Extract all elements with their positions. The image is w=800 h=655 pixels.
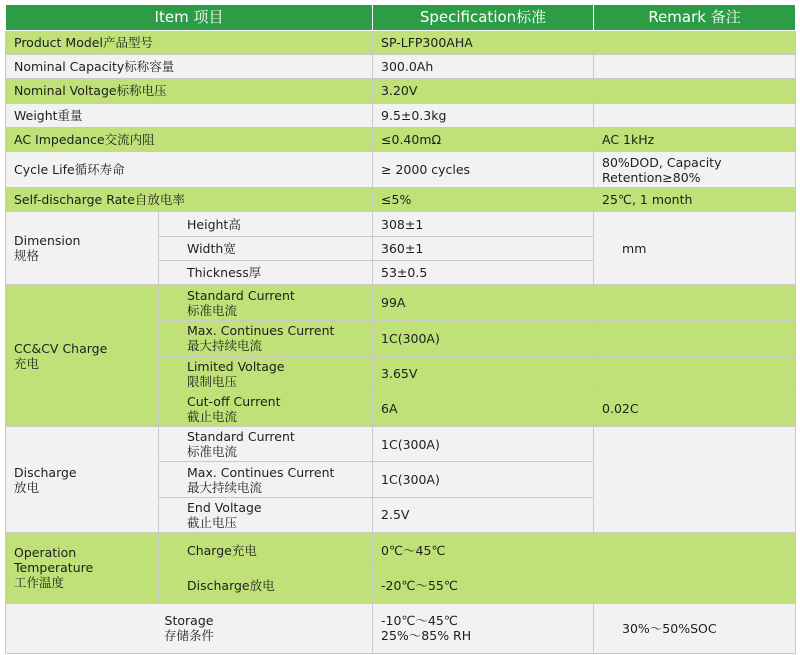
- nominal-voltage-remark: [594, 79, 796, 103]
- dimension-width-spec: 360±1: [373, 236, 594, 260]
- dimension-remark: mm: [594, 212, 796, 285]
- charge-group-label: [6, 284, 159, 426]
- weight-spec: 9.5±0.3kg: [373, 103, 594, 127]
- charge-cutoff-current-remark: 0.02C: [594, 391, 796, 426]
- storage-spec-line2: 25%～85% RH: [381, 628, 472, 644]
- charge-standard-current-en: Standard Current: [187, 287, 295, 303]
- operation-temperature-remark: [594, 532, 796, 603]
- charge-standard-current-remark: [594, 284, 796, 320]
- charge-limited-voltage-en: Limited Voltage: [187, 358, 285, 374]
- discharge-label-en: Discharge: [14, 464, 77, 480]
- discharge-group-label: [6, 427, 159, 533]
- charge-max-current-cn: 最大持续电流: [187, 338, 263, 354]
- operation-temp-charge-spec: 0℃～45℃: [373, 532, 594, 567]
- charge-label-cn: 充电: [14, 355, 40, 371]
- row-cycle-life: [6, 151, 796, 187]
- storage-remark: 30%～50%SOC: [594, 603, 796, 654]
- charge-limited-voltage-label: [159, 356, 373, 391]
- charge-max-current-spec: 1C(300A): [373, 321, 594, 356]
- self-discharge-spec: ≤5%: [373, 188, 594, 212]
- ac-impedance-spec: ≤0.40mΩ: [373, 127, 594, 151]
- charge-cutoff-current-cn: 截止电流: [187, 408, 238, 424]
- dimension-width-label: Width宽: [159, 236, 373, 260]
- header-item: Item 项目: [6, 5, 373, 31]
- row-product-model: [6, 31, 796, 55]
- discharge-standard-current-label: [159, 427, 373, 462]
- charge-standard-current-spec: 99A: [373, 284, 594, 320]
- charge-limited-voltage-spec: 3.65V: [373, 356, 594, 391]
- dimension-thickness-label: Thickness厚: [159, 260, 373, 284]
- charge-label-en: CC&CV Charge: [14, 340, 108, 356]
- cycle-life-spec: ≥ 2000 cycles: [373, 151, 594, 187]
- weight-label: Weight重量: [6, 103, 373, 127]
- row-ac-impedance: [6, 127, 796, 151]
- charge-limited-voltage-cn: 限制电压: [187, 373, 238, 389]
- product-model-remark: [594, 31, 796, 55]
- nominal-voltage-spec: 3.20V: [373, 79, 594, 103]
- header-row: [6, 5, 796, 31]
- operation-temperature-line2: Temperature: [14, 560, 94, 576]
- row-storage: [6, 603, 796, 654]
- operation-temperature-line3: 工作温度: [14, 575, 65, 591]
- dimension-label-en: Dimension: [14, 233, 81, 249]
- discharge-end-voltage-label: [159, 497, 373, 532]
- discharge-standard-current-spec: 1C(300A): [373, 427, 594, 462]
- discharge-max-current-label: [159, 462, 373, 497]
- operation-temperature-group-label: [6, 532, 159, 603]
- cycle-life-remark: [594, 151, 796, 187]
- charge-max-current-label: [159, 321, 373, 356]
- self-discharge-remark: 25℃, 1 month: [594, 188, 796, 212]
- charge-cutoff-current-en: Cut-off Current: [187, 393, 281, 409]
- weight-remark: [594, 103, 796, 127]
- discharge-end-voltage-spec: 2.5V: [373, 497, 594, 532]
- product-model-label: Product Model产品型号: [6, 31, 373, 55]
- ac-impedance-remark: AC 1kHz: [594, 127, 796, 151]
- header-specification: Specification标准: [373, 5, 594, 31]
- specification-table: [5, 4, 796, 654]
- charge-cutoff-current-spec: 6A: [373, 391, 594, 426]
- operation-temperature-line1: Operation: [14, 545, 77, 561]
- charge-standard-current-cn: 标准电流: [187, 302, 238, 318]
- self-discharge-label: Self-discharge Rate自放电率: [6, 188, 373, 212]
- operation-temp-charge-label: Charge充电: [159, 532, 373, 567]
- nominal-voltage-label: Nominal Voltage标称电压: [6, 79, 373, 103]
- row-weight: [6, 103, 796, 127]
- cycle-life-label: Cycle Life循环寿命: [6, 151, 373, 187]
- row-charge-standard-current: [6, 284, 796, 320]
- charge-max-current-en: Max. Continues Current: [187, 323, 335, 339]
- storage-spec-line1: -10℃～45℃: [381, 613, 458, 629]
- row-nominal-capacity: [6, 55, 796, 79]
- storage-label: [6, 603, 373, 654]
- dimension-height-label: Height高: [159, 212, 373, 236]
- discharge-max-current-en: Max. Continues Current: [187, 464, 335, 480]
- nominal-capacity-spec: 300.0Ah: [373, 55, 594, 79]
- discharge-max-current-cn: 最大持续电流: [187, 479, 263, 495]
- charge-cutoff-current-label: [159, 391, 373, 426]
- discharge-standard-current-cn: 标准电流: [187, 444, 238, 460]
- nominal-capacity-remark: [594, 55, 796, 79]
- cycle-life-remark-line2: Retention≥80%: [602, 169, 701, 185]
- dimension-label-cn: 规格: [14, 248, 40, 264]
- dimension-height-spec: 308±1: [373, 212, 594, 236]
- charge-limited-voltage-remark: [594, 356, 796, 391]
- storage-label-cn: 存储条件: [164, 628, 215, 644]
- charge-standard-current-label: [159, 284, 373, 320]
- row-nominal-voltage: [6, 79, 796, 103]
- header-remark: Remark 备注: [594, 5, 796, 31]
- row-dimension-height: [6, 212, 796, 236]
- product-model-spec: SP-LFP300AHA: [373, 31, 594, 55]
- dimension-thickness-spec: 53±0.5: [373, 260, 594, 284]
- charge-max-current-remark: [594, 321, 796, 356]
- discharge-max-current-spec: 1C(300A): [373, 462, 594, 497]
- storage-spec: [373, 603, 594, 654]
- row-operation-temp-charge: [6, 532, 796, 567]
- row-self-discharge: [6, 188, 796, 212]
- dimension-group-label: [6, 212, 159, 285]
- operation-temp-discharge-label: Discharge放电: [159, 568, 373, 603]
- operation-temp-discharge-spec: -20℃～55℃: [373, 568, 594, 603]
- discharge-end-voltage-en: End Voltage: [187, 499, 262, 515]
- cycle-life-remark-line1: 80%DOD, Capacity: [602, 154, 722, 170]
- discharge-remark: [594, 427, 796, 533]
- nominal-capacity-label: Nominal Capacity标称容量: [6, 55, 373, 79]
- discharge-end-voltage-cn: 截止电压: [187, 514, 238, 530]
- discharge-label-cn: 放电: [14, 479, 40, 495]
- ac-impedance-label: AC Impedance交流内阻: [6, 127, 373, 151]
- row-discharge-standard-current: [6, 427, 796, 462]
- discharge-standard-current-en: Standard Current: [187, 429, 295, 445]
- storage-label-en: Storage: [164, 613, 214, 629]
